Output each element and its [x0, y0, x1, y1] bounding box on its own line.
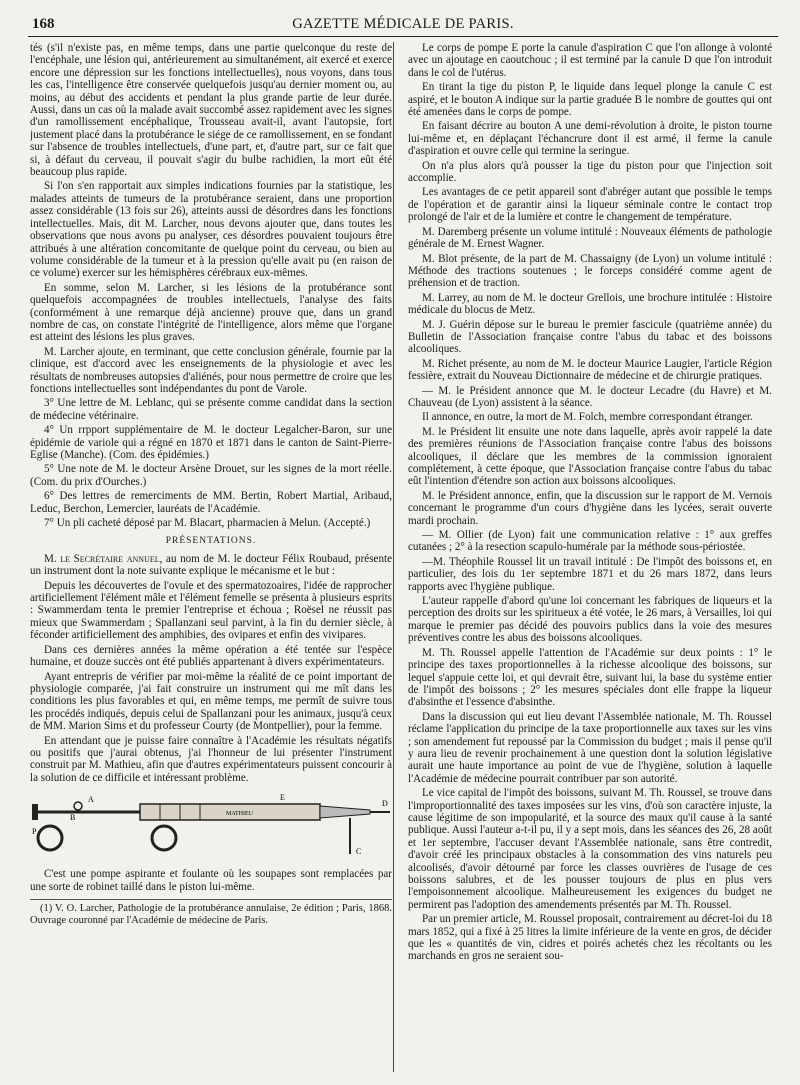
paragraph: tés (s'il n'existe pas, en même temps, dans une partie quelconque du reste de l'encéphale, une lésion qui, antérieurement au simultanément, ait exercé et exerce encore une dépression sur les fonctions intellectuelles), nous voyons, dans tous les cas, l'intelligence être conservée quelquefois jusqu'au dernier moment ou, au moins, au début des accidents et pendant la plus grande partie de leur durée. Aussi, dans un cas où la malade avait succombé assez rapidement avec les signes d'un ramollissement encéphalique, Trousseau avait-il, avant l'autopsie, fort justement placé dans la protubérance le siége de ce ramollissement, en se fondant sur l'absence de troubles intellectuels, d'une part, et, d'autre part, sur ce fait que si, à défaut du cerveau, il pouvait s'agir du bulbe rachidien, la mort eût été beaucoup plus rapide. — [30, 42, 392, 179]
paragraph: C'est une pompe aspirante et foulante où les soupapes sont remplacées par une sorte de robinet taillé dans le piston lui-même. — [30, 868, 392, 893]
label-c: C — [356, 847, 362, 857]
syringe-figure — [30, 790, 392, 862]
page-header — [28, 14, 778, 37]
paragraph: L'auteur rappelle d'abord qu'une loi concernant les fabriques de liqueurs et la perception des droits sur les spiritueux a été votée, le 26 mars, à Versailles, loi qui marque le premier pas décidé des pouvoirs publics dans la voie des mesures préventives contre les abus des boissons alcooliques. — [408, 595, 772, 645]
paragraph: Il annonce, en outre, la mort de M. Folch, membre correspondant étranger. — [422, 411, 753, 424]
paragraph: —M. Théophile Roussel lit un travail intitulé : De l'impôt des boissons et, en particulier, des lois du 1er septembre 1871 et du 26 mars 1872, dans leurs rapports avec l'hygiène publique. — [408, 555, 772, 593]
paragraph-text: , au nom de M. le docteur Félix Roubaud, présente un instrument dont la note suivante explique le mécanisme et le but : — [30, 552, 392, 578]
label-p: P — [32, 827, 37, 837]
paragraph: 7° Un pli cacheté déposé par M. Blacart, pharmacien à Melun. (Accepté.) — [44, 517, 371, 530]
paragraph: M. J. Guérin dépose sur le bureau le premier fascicule (quatrième année) du Bulletin de l'Association française contre l'abus du tabac et des boissons alcooliques. — [408, 318, 772, 356]
section-heading: PRÉSENTATIONS. — [165, 536, 257, 547]
paragraph: Dans ces dernières années la même opération a été tentée sur l'espèce humaine, et douze succès ont été publiés appartenant à divers expérimentateurs. — [30, 643, 392, 669]
paragraph: En faisant décrire au bouton A une demi-révolution à droite, le piston tourne lui-même et, en déplaçant l'échancrure dont il est armé, il ferme la canule d'aspiration et ouvre celle qui termine la seringue. — [408, 120, 772, 158]
maker-mark: MATHIEU — [226, 811, 253, 818]
paragraph: M. Richet présente, au nom de M. le docteur Maurice Laugier, l'article Région fessière, extrait du Nouveau Dictionnaire de médecine et de chirurgie pratiques. — [408, 357, 772, 383]
paragraph: Le vice capital de l'impôt des boissons, suivant M. Th. Roussel, se trouve dans l'improportionnalité des taxes imposées sur les vins, d'où son caractère injuste, la cause légitime de son impopularité, et la source des maux qu'il cause à la santé publique. Aussi l'auteur a-t-il pu, il y a sept mois, dans les séances des 26, 28 août et 1er septembre, l'accuser devant l'Assemblée nationale, sans être contredit, d'avoir créé les principaux obstacles à la consommation des vins naturels peu alcoolisés, d'avoir détourné par force les classes ouvrières de l'usage de ces boissons salubres, et de les pousser toujours de plus en plus vers l'empoisonnement alcoolique. Malheureusement les exigences du budget ne permirent pas l'adoption des amendements présentés par M. Th. Roussel. — [408, 787, 772, 911]
paragraph: Dans la discussion qui eut lieu devant l'Assemblée nationale, M. Th. Roussel réclame l'application du principe de la taxe proportionnelle aux taxes sur les vins ; son amendement fut repoussé par la Commission du budget ; mais il pense qu'il y aura lieu de revenir prochainement à une question dont la solution législative aurait une haute importance au point de vue de l'hygiène, solution à laquelle l'Académie de médecine pourrait contribuer par son autorité. — [408, 710, 772, 785]
paragraph: Ayant entrepris de vérifier par moi-même la réalité de ce point important de physiologie comparée, j'ai fait construire un instrument qui me mît dans les conditions les plus favorables et qui, en même temps, me permît de suivre tous les procédés indiqués, depuis celui de Spallanzani pour les animaux, jusqu'à ceux de MM. Marion Sims et du professeur Courty (de Montpellier), pour la femme. — [30, 670, 392, 733]
label-d: D — [382, 799, 388, 809]
paragraph: — M. Ollier (de Lyon) fait une communication relative : 1° aux greffes cutanées ; 2° à la resection scapulo-humérale par la méthode sous-périostée. — [408, 529, 772, 554]
right-column — [408, 42, 772, 1080]
paragraph: Si l'on s'en rapportait aux simples indications fournies par la statistique, les malades atteints de tumeurs de la protubérance seraient, dans une proportion assez considérable (13 fois sur 26), atteints aussi de désordres dans les fonctions intellectuelles. Mais, dit M. Larcher, nous devons ajouter que, dans toutes les observations que nous avons pu analyser, ces désordres pouvaient toujours être attribués à une altération concomitante de quelque point du cerveau, ou bien au volume considérable de la tumeur et à la pression qu'elle avait pu (en raison de ce volume) exercer sur les hémisphères cérébraux eux-mêmes. — [30, 180, 392, 280]
paragraph: M. Larrey, au nom de M. le docteur Grellois, une brochure intitulée : Histoire médicale du blocus de Metz. — [408, 291, 772, 317]
left-column — [30, 42, 392, 1080]
paragraph: M. Blot présente, de la part de M. Chassaigny (de Lyon) un volume intitulé : Méthode des tractions soutenues ; le forceps considéré comme agent de préhension et de traction. — [408, 252, 772, 290]
paragraph: M. Th. Roussel appelle l'attention de l'Académie sur deux points : 1° le principe des taxes proportionnelles à la richesse alcoolique des boissons, sur lequel s'appuie cette loi, et qui devrait être, suivant lui, la base du système entier de l'impôt des boissons ; 2° les mesures spéciales dont elle frappe la liqueur d'absinthe et l'essence d'absinthe. — [408, 646, 772, 709]
paragraph: En somme, selon M. Larcher, si les lésions de la protubérance sont quelquefois accompagnées de troubles intellectuels, l'analyse des faits (conformément à une remarque déjà ancienne) prouve que, dans un grand nombre de cas, on constate l'intégrité de l'intelligence, alors même que l'organe est atteint des lésions les plus graves. — [30, 281, 392, 344]
paragraph: 3° Une lettre de M. Leblanc, qui se présente comme candidat dans la section de médecine vétérinaire. — [30, 397, 392, 422]
paragraph: Par un premier article, M. Roussel proposait, contrairement au décret-loi du 18 mars 1852, qui a fixé à 25 litres la limite inférieure de la vente en gros, de décider que les « quantités de vin, cidres et poirés achetés chez les récoltants ou les marchands en gros ne seraient sou- — [408, 913, 772, 963]
page-number: 168 — [32, 16, 55, 32]
paragraph: 4° Un rrpport supplémentaire de M. le docteur Legalcher-Baron, sur une épidémie de variole qui a régné en 1870 et 1871 dans le canton de Saint-Pierre-Eglise (Manche). (Com. des épidémies.) — [30, 424, 392, 461]
label-b: B — [70, 813, 76, 823]
column-divider — [393, 42, 394, 1072]
paragraph: En tirant la tige du piston P, le liquide dans lequel plonge la canule C est aspiré, et le bouton A indique sur la partie graduée B le nombre de gouttes qui ont été amenées dans le corps de pompe. — [408, 81, 772, 119]
paragraph: On n'a plus alors qu'à pousser la tige du piston pour que l'injection soit accomplie. — [408, 159, 772, 185]
paragraph: 6° Des lettres de remerciments de MM. Bertin, Robert Martial, Aribaud, Leduc, Berchon, Lemercier, lauréats de l'Académie. — [30, 490, 392, 515]
paragraph: M. Daremberg présente un volume intitulé : Nouveaux éléments de pathologie générale de M. Ernest Wagner. — [408, 225, 772, 251]
label-e: E — [280, 793, 285, 803]
paragraph: Le corps de pompe E porte la canule d'aspiration C que l'on allonge à volonté avec un ajoutage en caoutchouc ; il est terminé par la canule D que l'on introduit dans le col de l'utérus. — [408, 42, 772, 79]
footnote: (1) V. O. Larcher, Pathologie de la protubérance annulaise, 2e édition ; Paris, 1868. Ouvrage couronné par l'Académie de médecine de Paris. — [30, 899, 392, 927]
paragraph: M. le Président lit ensuite une note dans laquelle, après avoir rappelé la date des premières réunions de l'Association française contre l'abus des boissons alcooliques, il déclare que les membres de la commission ignoraient complétement, à cette époque, que l'Association française contre l'abus du tabac eût l'intention d'étendre son action aux boissons alcooliques. — [408, 425, 772, 488]
journal-title: GAZETTE MÉDICALE DE PARIS. — [292, 16, 514, 32]
paragraph: 5° Une note de M. le docteur Arsène Drouet, sur les signes de la mort réelle. (Com. du prix d'Ourches.) — [30, 463, 392, 488]
label-a: A — [88, 795, 94, 805]
paragraph: M. Larcher ajoute, en terminant, que cette conclusion générale, fournie par la clinique, est d'accord avec les enseignements de la physiologie et avec les résultats de nombreuses autopsies d'aliénés, pour nous permettre de croire que les fonctions intellectuelles sont indépendantes du pont de Varole. — [30, 345, 392, 395]
paragraph — [30, 553, 392, 578]
speaker-name: M. le Secrétaire annuel — [44, 552, 160, 565]
paragraph: M. le Président annonce, enfin, que la discussion sur le rapport de M. Vernois concernant le programme d'un cours d'hygiène dans les lycées, serait ouverte mardi prochain. — [408, 489, 772, 527]
paragraph: Les avantages de ce petit appareil sont d'abréger autant que possible le temps de l'opération et de garantir ainsi la liqueur séminale contre le contact trop prolongé de l'air et de la lumière et contre le changement de température. — [408, 186, 772, 224]
paragraph: — M. le Président annonce que M. le docteur Lecadre (du Havre) et M. Chauveau (de Lyon) assistent à la séance. — [408, 384, 772, 409]
paragraph: En attendant que je puisse faire connaître à l'Académie les résultats négatifs ou positifs que j'aurai obtenus, j'ai l'honneur de lui présenter l'instrument construit par M. Mathieu, afin que d'autres expérimentateurs puissent concourir à la solution de ce difficile et intéressant problème. — [30, 734, 392, 784]
paragraph: Depuis les découvertes de l'ovule et des spermatozoaires, l'idée de rapprocher artificiellement l'élément mâle et l'élément femelle se présenta à plusieurs esprits : Swammerdam tenta le premier l'entreprise et échoua ; Roësel ne réussit pas mieux que Swammerdam ; Spallanzani seul parvint, à la fin du dernier siècle, à féconder artificiellement des amphibies, des ovipares et enfin des vivipares. — [30, 579, 392, 642]
syringe-illustration — [30, 790, 392, 862]
